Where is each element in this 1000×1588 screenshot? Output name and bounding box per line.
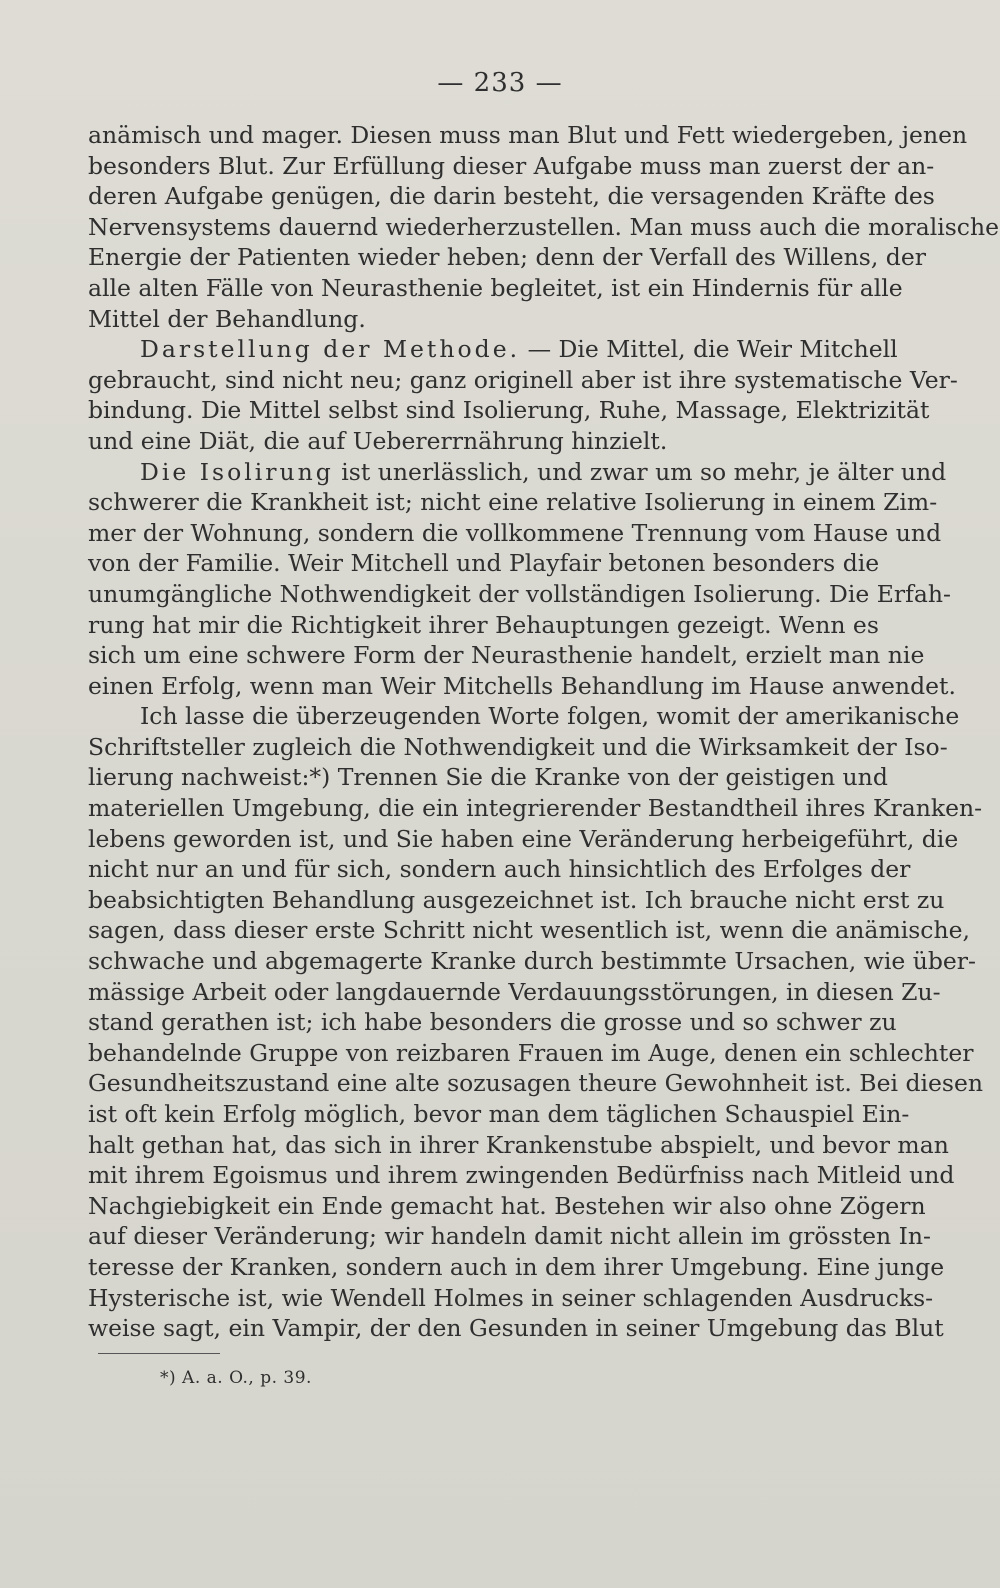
text-line: Hysterische ist, wie Wendell Holmes in seiner schlagenden Ausdrucks- [88, 1283, 934, 1312]
text-line: lebens geworden ist, und Sie haben eine Veränderung herbeigeführt, die [88, 824, 959, 853]
paragraph-2 [88, 334, 958, 456]
text-line: mit ihrem Egoismus und ihrem zwingenden Bedürfniss nach Mitleid und [88, 1161, 955, 1190]
body-text [88, 120, 1000, 1344]
text-line [88, 457, 947, 488]
text-line: bindung. Die Mittel selbst sind Isolierung, Ruhe, Massage, Elektrizität [88, 396, 930, 425]
text-line: deren Aufgabe genügen, die darin besteht, die versagenden Kräfte des [88, 182, 935, 211]
footnote: *) A. a. O., p. 39. [160, 1368, 312, 1388]
text-line: lierung nachweist:*) Trennen Sie die Kranke von der geistigen und [88, 763, 888, 792]
paragraph-4 [88, 701, 984, 1343]
text-line: halt gethan hat, das sich in ihrer Krankenstube abspielt, und bevor man [88, 1130, 949, 1159]
text-line: weise sagt, ein Vampir, der den Gesunden in seiner Umgebung das Blut [88, 1314, 944, 1343]
footnote-divider [98, 1353, 220, 1354]
text-line: teresse der Kranken, sondern auch in dem ihrer Umgebung. Eine junge [88, 1252, 945, 1281]
page-number: — 233 — [437, 68, 563, 98]
text-line: auf dieser Veränderung; wir handeln damit nicht allein im grössten In- [88, 1222, 931, 1251]
section-heading-methode: Darstellung der Methode. [140, 335, 521, 364]
text-line: behandelnde Gruppe von reizbaren Frauen im Auge, denen ein schlechter [88, 1038, 974, 1067]
text-line: Energie der Patienten wieder heben; denn der Verfall des Willens, der [88, 243, 926, 272]
text-line: Schriftsteller zugleich die Nothwendigkeit und die Wirksamkeit der Iso- [88, 732, 948, 761]
text-line: rung hat mir die Richtigkeit ihrer Behauptungen gezeigt. Wenn es [88, 610, 879, 639]
text-line: beabsichtigten Behandlung ausgezeichnet ist. Ich brauche nicht erst zu [88, 885, 945, 914]
text-line: von der Familie. Weir Mitchell und Playfair betonen besonders die [88, 549, 880, 578]
text-line: einen Erfolg, wenn man Weir Mitchells Behandlung im Hause anwendet. [88, 671, 956, 700]
text-line: nicht nur an und für sich, sondern auch hinsichtlich des Erfolges der [88, 855, 911, 884]
text-line: schwerer die Krankheit ist; nicht eine relative Isolierung in einem Zim- [88, 488, 938, 517]
text-line: gebraucht, sind nicht neu; ganz originell aber ist ihre systematische Ver- [88, 365, 958, 394]
text-line: unumgängliche Nothwendigkeit der vollständigen Isolierung. Die Erfah- [88, 579, 951, 608]
text-line: ist oft kein Erfolg möglich, bevor man dem täglichen Schauspiel Ein- [88, 1100, 910, 1128]
text-line [88, 334, 898, 365]
text-line: anämisch und mager. Diesen muss man Blut und Fett wiedergeben, jenen [88, 121, 968, 149]
text-line-rest: ist unerlässlich, und zwar um so mehr, je älter und [333, 457, 947, 486]
paragraph-3 [88, 457, 956, 702]
text-line: Nachgiebigkeit ein Ende gemacht hat. Bestehen wir also ohne Zögern [88, 1191, 926, 1220]
text-line: Mittel der Behandlung. [88, 304, 366, 333]
section-heading-isolirung: Die Isolirung [140, 457, 334, 486]
text-line: sagen, dass dieser erste Schritt nicht wesentlich ist, wenn die anämische, [88, 916, 970, 945]
text-line: mässige Arbeit oder langdauernde Verdauungsstörungen, in diesen Zu- [88, 977, 941, 1006]
text-line: Ich lasse die überzeugenden Worte folgen, womit der amerikanische [140, 702, 960, 731]
text-line: schwache und abgemagerte Kranke durch bestimmte Ursachen, wie über- [88, 947, 976, 976]
text-line: besonders Blut. Zur Erfüllung dieser Aufgabe muss man zuerst der an- [88, 151, 935, 180]
text-line: sich um eine schwere Form der Neurasthenie handelt, erzielt man nie [88, 641, 925, 670]
text-line: und eine Diät, die auf Uebererrnährung hinzielt. [88, 426, 668, 455]
text-line: Gesundheitszustand eine alte sozusagen theure Gewohnheit ist. Bei diesen [88, 1069, 984, 1098]
paragraph-1 [88, 120, 1000, 334]
text-line: materiellen Umgebung, die ein integrierender Bestandtheil ihres Kranken- [88, 794, 983, 823]
text-line: mer der Wohnung, sondern die vollkommene Trennung vom Hause und [88, 518, 942, 547]
text-line: stand gerathen ist; ich habe besonders die grosse und so schwer zu [88, 1008, 897, 1037]
text-line-rest: — Die Mittel, die Weir Mitchell [520, 335, 898, 364]
text-line: alle alten Fälle von Neurasthenie begleitet, ist ein Hindernis für alle [88, 273, 903, 302]
text-line: Nervensystems dauernd wiederherzustellen. Man muss auch die moralische [88, 212, 1000, 241]
